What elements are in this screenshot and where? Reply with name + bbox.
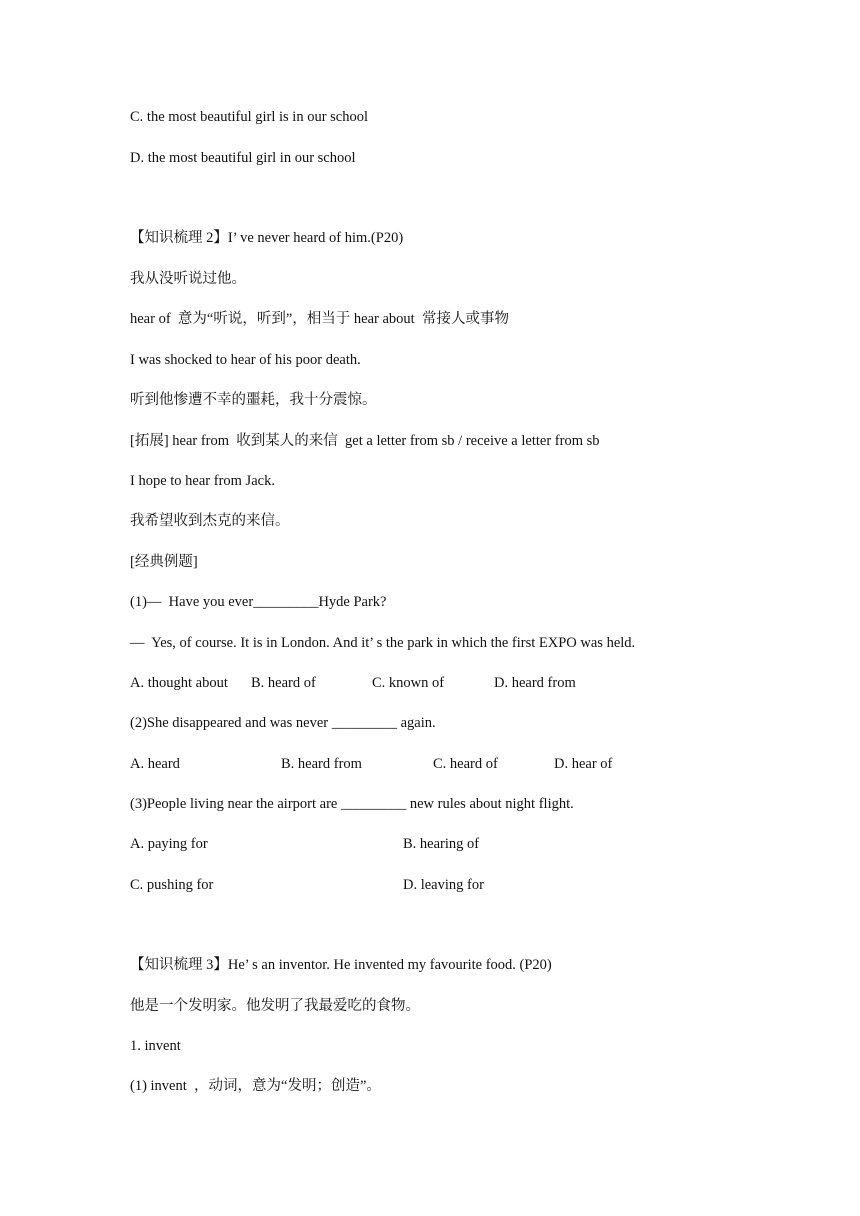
q1-option-c: C. known of (372, 675, 445, 691)
extension-example-cn: 我希望收到杰克的来信。 (130, 513, 290, 529)
q2-option-b: B. heard from (281, 756, 362, 772)
section-heading-3: 【知识梳理 3】He’ s an inventor. He invented my favourite food. (P20) (130, 957, 552, 973)
option-c-prev: C. the most beautiful girl is in our school (130, 109, 369, 125)
question-3-stem: (3)People living near the airport are _________ new rules about night flight. (130, 796, 574, 812)
q3-option-c: C. pushing for (130, 877, 214, 893)
question-2-stem: (2)She disappeared and was never _________ again. (130, 715, 436, 731)
question-1-stem: (1)— Have you ever_________Hyde Park? (130, 594, 387, 610)
q1-option-b: B. heard of (251, 675, 316, 691)
q1-option-d: D. heard from (494, 675, 576, 691)
extension-note: [拓展] hear from 收到某人的来信 get a letter from sb / receive a letter from sb (130, 433, 600, 449)
translation: 我从没听说过他。 (130, 271, 246, 287)
extension-example-en: I hope to hear from Jack. (130, 473, 275, 489)
example-en: I was shocked to hear of his poor death. (130, 352, 361, 368)
translation-3: 他是一个发明家。他发明了我最爱吃的食物。 (130, 998, 420, 1014)
q2-option-d: D. hear of (554, 756, 613, 772)
q2-option-a: A. heard (130, 756, 180, 772)
exercise-title: [经典例题] (130, 554, 198, 570)
q3-option-d: D. leaving for (403, 877, 484, 893)
item-1-title: 1. invent (130, 1038, 181, 1054)
example-cn: 听到他惨遭不幸的噩耗，我十分震惊。 (130, 392, 377, 408)
option-d-prev: D. the most beautiful girl in our school (130, 150, 356, 166)
item-1-sub: (1) invent ，动词，意为“发明；创造”。 (130, 1078, 381, 1094)
section-heading-2: 【知识梳理 2】I’ ve never heard of him.(P20) (130, 230, 404, 246)
usage-note: hear of 意为“听说，听到”，相当于 hear about 常接人或事物 (130, 311, 509, 327)
question-1-reply: — Yes, of course. It is in London. And it’ s the park in which the first EXPO was held. (130, 635, 636, 651)
q3-option-b: B. hearing of (403, 836, 480, 852)
q2-option-c: C. heard of (433, 756, 498, 772)
q3-option-a: A. paying for (130, 836, 208, 852)
q1-option-a: A. thought about (130, 675, 228, 691)
